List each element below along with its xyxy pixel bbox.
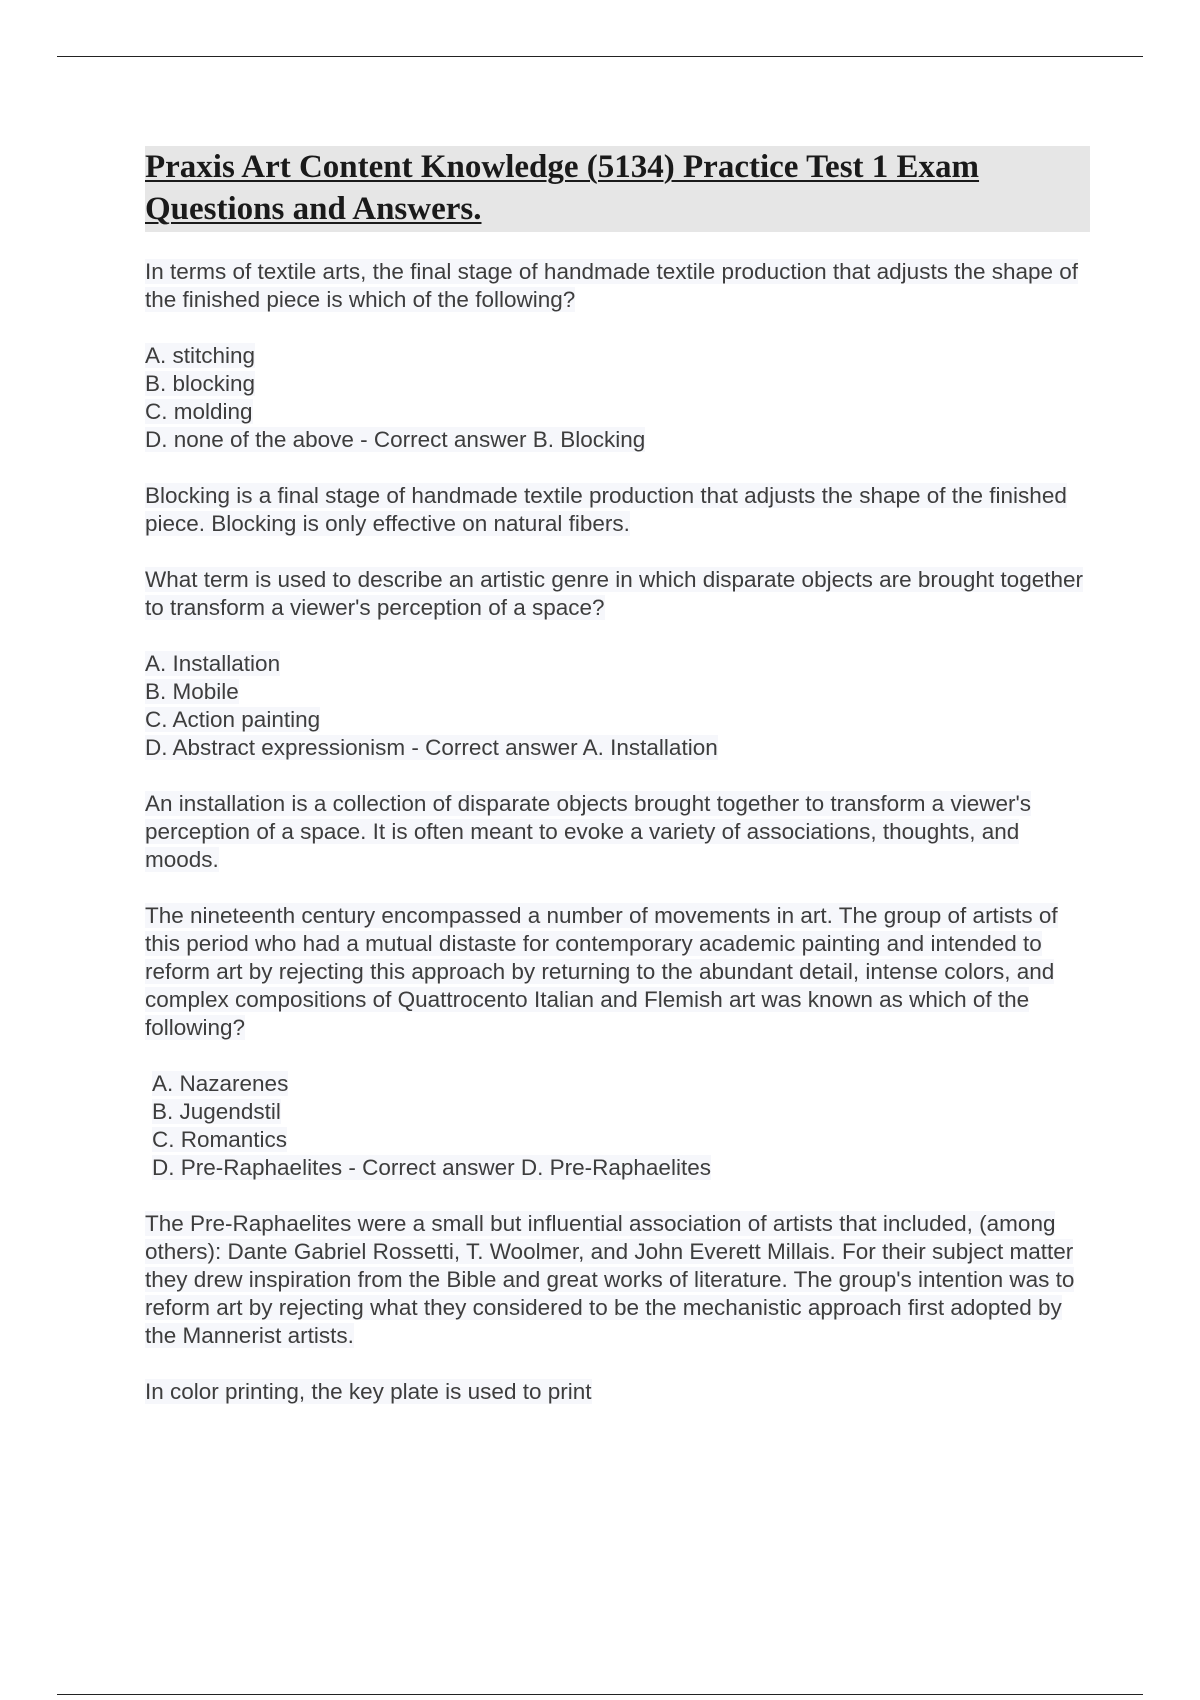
question-1-prompt-text: In terms of textile arts, the final stage of handmade textile production that adjusts the shape of the finished piece is which of the following? [145, 259, 1079, 312]
question-4-prompt [145, 1378, 1090, 1406]
question-3-option-a: A. Nazarenes [152, 1071, 289, 1096]
question-1-prompt [145, 258, 1090, 314]
question-2-option-c: C. Action painting [145, 707, 321, 732]
question-1-explanation [145, 482, 1090, 538]
question-2-explanation [145, 790, 1090, 874]
question-2-options [145, 650, 1090, 762]
question-3-options [145, 1070, 1090, 1182]
document-body [145, 146, 1090, 1434]
header-rule [57, 56, 1143, 57]
question-3-option-b: B. Jugendstil [152, 1099, 281, 1124]
question-2-prompt [145, 566, 1090, 622]
document-title: Praxis Art Content Knowledge (5134) Practice Test 1 Exam Questions and Answers. [145, 149, 980, 227]
question-1-option-b: B. blocking [145, 371, 256, 396]
question-3-explanation [145, 1210, 1090, 1350]
title-box [145, 146, 1090, 232]
question-1-options [145, 342, 1090, 454]
question-1-explanation-text: Blocking is a final stage of handmade textile production that adjusts the shape of the finished piece. Blocking is only effective on natural fibers. [145, 483, 1067, 536]
question-3-option-d: D. Pre-Raphaelites - Correct answer D. Pre-Raphaelites [152, 1155, 711, 1180]
question-1-option-c: C. molding [145, 399, 253, 424]
footer-rule [57, 1694, 1143, 1695]
question-2-prompt-text: What term is used to describe an artistic genre in which disparate objects are brought together to transform a viewer's perception of a space? [145, 567, 1083, 620]
question-2-option-b: B. Mobile [145, 679, 239, 704]
question-3-explanation-text: The Pre-Raphaelites were a small but influential association of artists that included, (among others): Dante Gabriel Rossetti, T. Woolmer, and John Everett Millais. For their subject matter they drew inspiration from the Bible and great works of literature. The group's intention was to reform art by rejecting what they considered to be the mechanistic approach first adopted by the Mannerist artists. [145, 1211, 1075, 1348]
question-4-prompt-text: In color printing, the key plate is used to print [145, 1379, 592, 1404]
question-2-option-d: D. Abstract expressionism - Correct answer A. Installation [145, 735, 718, 760]
question-1-option-a: A. stitching [145, 343, 256, 368]
question-3-prompt-text: The nineteenth century encompassed a number of movements in art. The group of artists of this period who had a mutual distaste for contemporary academic painting and intended to reform art by rejecting this approach by returning to the abundant detail, intense colors, and complex compositions of Quattrocento Italian and Flemish art was known as which of the following? [145, 903, 1058, 1040]
question-3-prompt [145, 902, 1090, 1042]
question-2-option-a: A. Installation [145, 651, 281, 676]
question-1-option-d: D. none of the above - Correct answer B. Blocking [145, 427, 646, 452]
question-3-option-c: C. Romantics [152, 1127, 288, 1152]
question-2-explanation-text: An installation is a collection of disparate objects brought together to transform a viewer's perception of a space. It is often meant to evoke a variety of associations, thoughts, and moods. [145, 791, 1032, 872]
